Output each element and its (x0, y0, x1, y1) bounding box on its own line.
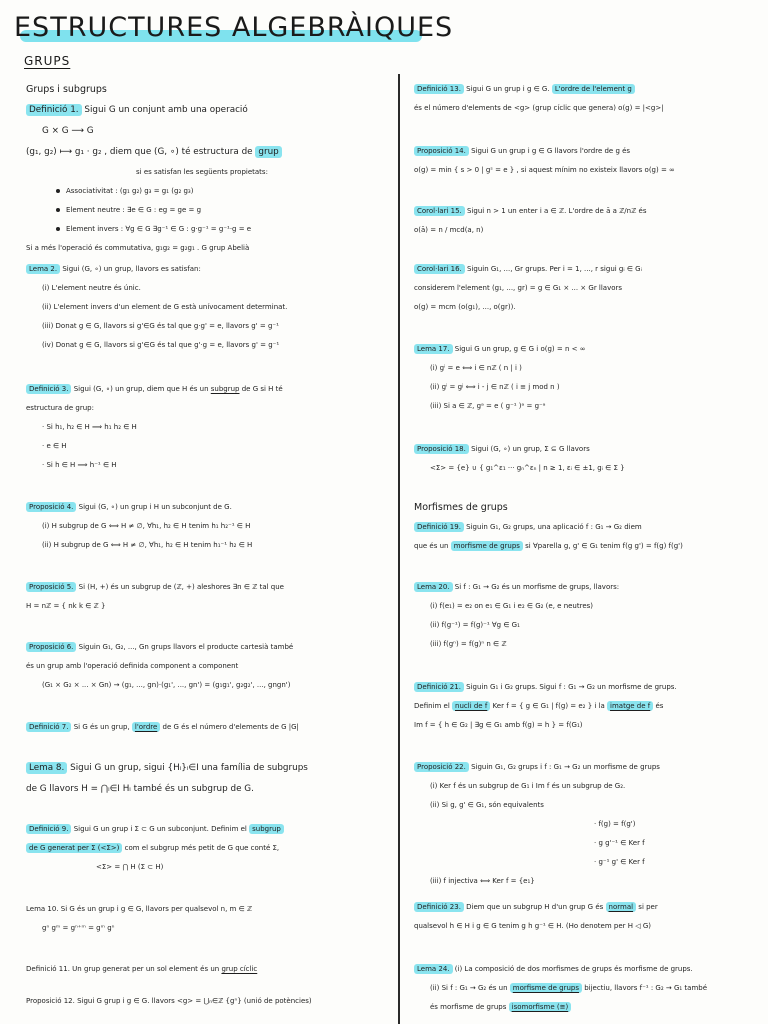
definition-text: si ∀parella g, g' ∈ G₁ tenim f(g g') = f(g) f(g') (525, 542, 683, 550)
definition-text: que és un (414, 542, 449, 550)
proposition-label: Proposició 14. (414, 146, 469, 156)
definition-label: Definició 9. (26, 824, 71, 834)
definition-text: Si a més l'operació és commutativa, g₁g₂ = g₂g₁ . G grup Abelià (26, 244, 250, 252)
proposition-5 (26, 578, 388, 616)
column-divider (398, 74, 400, 1024)
proposition-text: Sigui G un grup i g ∈ G llavors l'ordre de g és (471, 147, 631, 155)
definition-label: Definició 13. (414, 84, 464, 94)
definition-text: Definim el (414, 702, 450, 710)
list-item: · e ∈ H (42, 442, 67, 450)
highlight-term: isomorfisme (≅) (509, 1002, 572, 1012)
list-item: (i) H subgrup de G ⟺ H ≠ ∅, ∀h₁, h₂ ∈ H tenim h₁ h₂⁻¹ ∈ H (42, 522, 251, 530)
definition-text: Sigui G un conjunt amb una operació (84, 105, 248, 115)
list-item: (ii) L'element invers d'un element de G està unívocament determinat. (42, 303, 288, 311)
corollary-text: considerem l'element (g₁, ..., gr) = g ∈ G₁ × ... × Gr llavors (414, 284, 623, 292)
proposition-label: Proposició 18. (414, 444, 469, 454)
formula-line: o(ā) = n / mcd(a, n) (414, 226, 484, 234)
highlight-term: morfisme de grups (451, 541, 523, 551)
definition-text: estructura de grup: (26, 404, 94, 412)
definition-text: Ker f = { g ∈ G₁ | f(g) = e₂ } i la (492, 702, 605, 710)
list-item: (i) gⁱ = e ⟺ i ∈ nℤ ( n | i ) (430, 364, 522, 372)
proposition-label: Proposició 4. (26, 502, 76, 512)
highlight-term: nucli de f (452, 701, 490, 711)
lemma-text: bijectiu, llavors f⁻¹ : G₂ → G₁ també (584, 984, 708, 992)
definition-text: Un grup generat per un sol element és un (72, 965, 220, 973)
lemma-8 (26, 758, 388, 800)
proposition-label: Proposició 22. (414, 762, 469, 772)
list-item: (ii) f(g⁻¹) = f(g)⁻¹ ∀g ∈ G₁ (430, 621, 520, 629)
proposition-label: Proposició 12. (26, 997, 75, 1005)
lemma-text: Sigui (G, ∘) un grup, llavors es satisfan: (62, 265, 201, 273)
definition-text: Sigui G un grup i g ∈ G. (466, 85, 550, 93)
definition-text: és el número d'elements de <g> (grup cíclic que genera) o(g) = |<g>| (414, 104, 664, 112)
definition-text: és (655, 702, 664, 710)
section-heading: Grups i subgrups (26, 84, 107, 95)
formula-line: o(g) = min { s > 0 | gˢ = e } , si aquest mínim no existeix llavors o(g) = ∞ (414, 166, 675, 174)
list-item: (i) f(e₁) = e₂ on e₁ ∈ G₁ i e₂ ∈ G₂ (e, e neutres) (430, 602, 594, 610)
lemma-text: és morfisme de grups (430, 1003, 507, 1011)
list-item: (i) L'element neutre és únic. (42, 284, 141, 292)
list-item: (ii) Si g, g' ∈ G₁, són equivalents (430, 801, 544, 809)
formula-line: H = nℤ = { nk k ∈ ℤ } (26, 602, 106, 610)
property-item: Element neutre : ∃e ∈ G : eg = ge = g (66, 206, 202, 214)
definition-3 (26, 380, 388, 475)
corollary-16 (414, 260, 754, 317)
page-title: ESTRUCTURES ALGEBRÀIQUES (14, 12, 454, 43)
definition-text: si per (638, 903, 658, 911)
lemma-17 (414, 340, 754, 416)
underlined-term: subgrup (210, 385, 240, 393)
formula-line: <Σ> = {e} ∪ { g₁^ε₁ ··· gₙ^εₙ | n ≥ 1, εᵢ ∈ ±1, gᵢ ∈ Σ } (430, 464, 625, 472)
definition-text: Siguin G₁, G₂ grups, una aplicació f : G₁ → G₂ diem (466, 523, 642, 531)
lemma-label: Lema 2. (26, 264, 60, 274)
corollary-text: Sigui n > 1 un enter i a ∈ ℤ. L'ordre de ā a ℤ/nℤ és (467, 207, 647, 215)
list-item: · g g'⁻¹ ∈ Ker f (594, 839, 645, 847)
proposition-text: Sigui (G, ∘) un grup i H un subconjunt de G. (78, 503, 232, 511)
formula-line: (G₁ × G₂ × ... × Gn) → (g₁, ..., gn)·(g₁', ..., gn') = (g₁g₁', g₂g₂', ..., gngn') (42, 681, 291, 689)
proposition-text: és un grup amb l'operació definida component a component (26, 662, 239, 670)
highlight-term: de G generat per Σ (<Σ>) (26, 843, 122, 853)
corollary-label: Corol·lari 16. (414, 264, 465, 274)
proposition-text: Siguin G₁, G₂ grups i f : G₁ → G₂ un morfisme de grups (471, 763, 660, 771)
definition-19 (414, 498, 754, 556)
lemma-label: Lema 10. (26, 905, 59, 913)
definition-11 (26, 960, 388, 979)
definition-13 (414, 80, 754, 118)
proposition-text: Siguin G₁, G₂, ..., Gn grups llavors el producte cartesià també (78, 643, 294, 651)
formula-line: gⁿ gᵐ = gⁿ⁺ᵐ = gᵐ gⁿ (42, 924, 115, 932)
list-item: (i) Ker f és un subgrup de G₁ i Im f és un subgrup de G₂. (430, 782, 626, 790)
definition-7 (26, 718, 388, 737)
proposition-22 (414, 758, 754, 891)
underlined-term: grup cíclic (221, 965, 258, 973)
highlight-term: l'ordre (132, 722, 160, 732)
definition-9 (26, 820, 388, 877)
property-item: Element invers : ∀g ∈ G ∃g⁻¹ ∈ G : g·g⁻¹ = g⁻¹·g = e (66, 225, 252, 233)
lemma-label: Lema 20. (414, 582, 453, 592)
definition-text: com el subgrup més petit de G que conté Σ, (124, 844, 280, 852)
proposition-text: Sigui (G, ∘) un grup, Σ ⊆ G llavors (471, 445, 590, 453)
proposition-14 (414, 142, 754, 180)
definition-label: Definició 11. (26, 965, 70, 973)
proposition-6 (26, 638, 388, 695)
formula-line: Im f = { h ∈ G₂ | ∃g ∈ G₁ amb f(g) = h } = f(G₁) (414, 721, 583, 729)
section-heading: Morfismes de grups (414, 502, 508, 513)
lemma-text: de G llavors H = ⋂ᵢ∈I Hᵢ també és un subgrup de G. (26, 784, 254, 794)
corollary-text: Siguin G₁, ..., Gr grups. Per i = 1, ..., r sigui gᵢ ∈ Gᵢ (467, 265, 642, 273)
definition-text: Diem que un subgrup H d'un grup G és (466, 903, 604, 911)
list-item: · g⁻¹ g' ∈ Ker f (594, 858, 645, 866)
lemma-10 (26, 900, 388, 938)
definition-text: si es satisfan les següents propietats: (136, 168, 268, 176)
proposition-12 (26, 992, 388, 1011)
definition-text: Sigui (G, ∘) un grup, diem que H és un (73, 385, 209, 393)
highlight-term: morfisme de grups (510, 983, 582, 993)
definition-1 (26, 80, 388, 258)
proposition-text: Sigui G grup i g ∈ G. llavors <g> = ⋃ₙ∈ℤ {gⁿ} (unió de potències) (77, 997, 312, 1005)
lemma-24 (414, 960, 754, 1017)
lemma-text: (i) La composició de dos morfismes de grups és morfisme de grups. (454, 965, 693, 973)
definition-text: qualsevol h ∈ H i g ∈ G tenim g h g⁻¹ ∈ H. (Ho denotem per H ◁ G) (414, 922, 652, 930)
list-item: · Si h ∈ H ⟹ h⁻¹ ∈ H (42, 461, 117, 469)
lemma-text: Si f : G₁ → G₂ és un morfisme de grups, llavors: (454, 583, 620, 591)
highlight-term: grup (255, 146, 281, 158)
formula-line: <Σ> = ⋂ H (Σ ⊂ H) (96, 863, 164, 871)
section-subtitle: GRUPS (24, 54, 71, 68)
list-item: · Si h₁, h₂ ∈ H ⟹ h₁ h₂ ∈ H (42, 423, 137, 431)
definition-text: Si G és un grup, (73, 723, 130, 731)
list-item: · f(g) = f(g') (594, 820, 636, 828)
lemma-2 (26, 260, 388, 355)
lemma-text: (ii) Si f : G₁ → G₂ és un (430, 984, 508, 992)
definition-label: Definició 1. (26, 104, 82, 116)
list-item: (iii) Donat g ∈ G, llavors si g'∈G és tal que g·g' = e, llavors g' = g⁻¹ (42, 322, 279, 330)
lemma-text: Sigui G un grup, sigui {Hᵢ}ᵢ∈I una família de subgrups (70, 763, 308, 773)
list-item: (iv) Donat g ∈ G, llavors si g'∈G és tal que g'·g = e, llavors g' = g⁻¹ (42, 341, 280, 349)
definition-label: Definició 19. (414, 522, 464, 532)
proposition-4 (26, 498, 388, 555)
definition-text: Siguin G₁ i G₂ grups. Sigui f : G₁ → G₂ un morfisme de grups. (466, 683, 677, 691)
formula-line: o(g) = mcm (o(g₁), ..., o(gr)). (414, 303, 516, 311)
definition-label: Definició 23. (414, 902, 464, 912)
list-item: (iii) f(gⁿ) = f(g)ⁿ n ∈ ℤ (430, 640, 507, 648)
definition-label: Definició 21. (414, 682, 464, 692)
highlight-term: normal (606, 902, 637, 912)
definition-label: Definició 3. (26, 384, 71, 394)
definition-text: de G és el número d'elements de G |G| (162, 723, 299, 731)
lemma-20 (414, 578, 754, 654)
definition-23 (414, 898, 754, 936)
list-item: (iii) f injectiva ⟺ Ker f = {e₁} (430, 877, 535, 885)
proposition-18 (414, 440, 754, 478)
list-item: (ii) H subgrup de G ⟺ H ≠ ∅, ∀h₁, h₂ ∈ H tenim h₁⁻¹ h₂ ∈ H (42, 541, 253, 549)
property-item: Associativitat : (g₁ g₂) g₃ = g₁ (g₂ g₃) (66, 187, 194, 195)
lemma-text: Si G és un grup i g ∈ G, llavors per qualsevol n, m ∈ ℤ (60, 905, 253, 913)
definition-text: de G si H té (241, 385, 283, 393)
highlight-term: subgrup (249, 824, 284, 834)
definition-text: Sigui G un grup i Σ ⊂ G un subconjunt. Definim el (73, 825, 247, 833)
lemma-label: Lema 24. (414, 964, 453, 974)
lemma-text: Sigui G un grup, g ∈ G i o(g) = n < ∞ (454, 345, 586, 353)
proposition-text: Si (H, +) és un subgrup de (ℤ, +) aleshores ∃n ∈ ℤ tal que (78, 583, 284, 591)
lemma-label: Lema 17. (414, 344, 453, 354)
list-item: (ii) gⁱ = gʲ ⟺ i - j ∈ nℤ ( i ≡ j mod n ) (430, 383, 560, 391)
highlight-term: L'ordre de l'element g (552, 84, 635, 94)
corollary-15 (414, 202, 754, 240)
definition-label: Definició 7. (26, 722, 71, 732)
lemma-label: Lema 8. (26, 762, 67, 774)
list-item: (iii) Si a ∈ ℤ, gᵃ = e ( g⁻¹ )ᵃ = g⁻ᵃ (430, 402, 546, 410)
definition-21 (414, 678, 754, 735)
highlight-term: imatge de f (607, 701, 653, 711)
definition-text: (g₁, g₂) ⟼ g₁ · g₂ , diem que (G, ∘) té estructura de (26, 147, 253, 157)
proposition-label: Proposició 5. (26, 582, 76, 592)
formula-line: G × G ⟶ G (42, 126, 94, 136)
proposition-label: Proposició 6. (26, 642, 76, 652)
corollary-label: Corol·lari 15. (414, 206, 465, 216)
